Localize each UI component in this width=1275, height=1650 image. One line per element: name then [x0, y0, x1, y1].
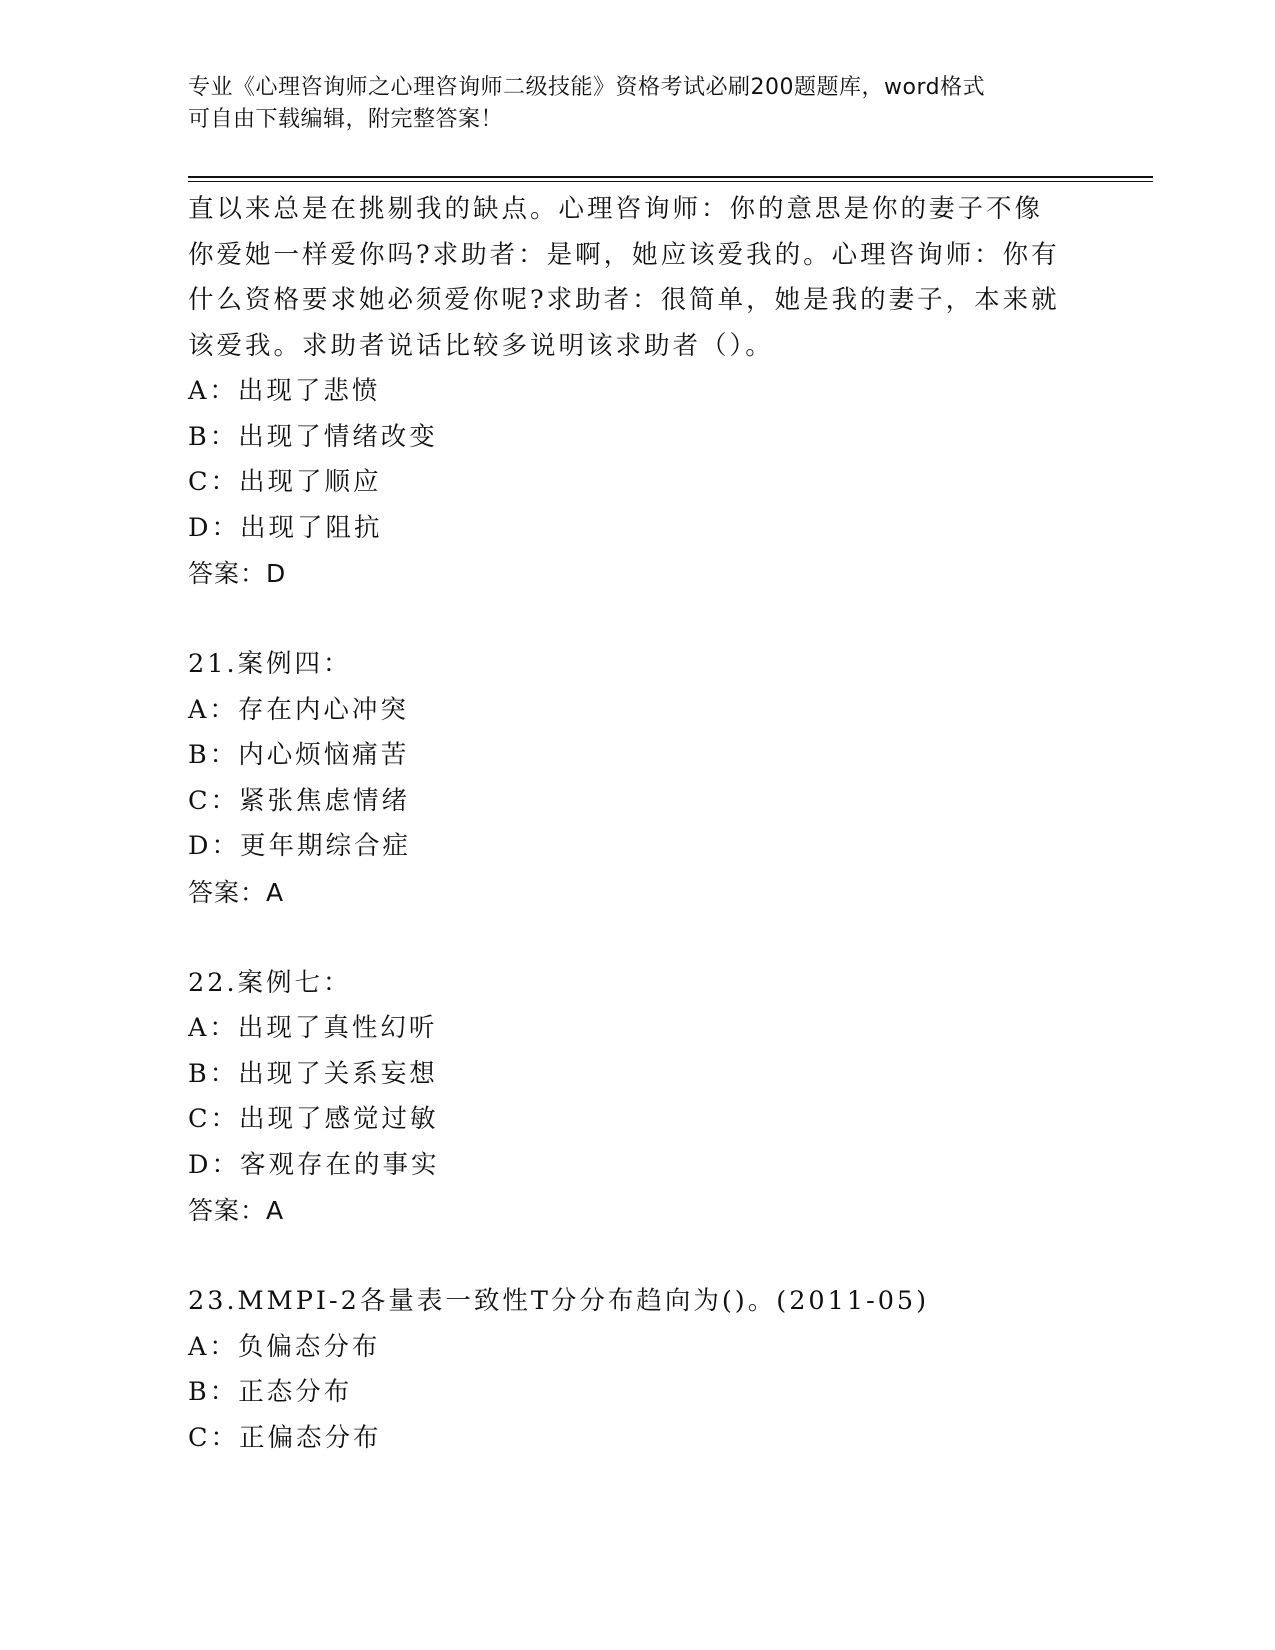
option-b: B：正态分布	[188, 1377, 353, 1407]
option-c: C：出现了感觉过敏	[188, 1104, 439, 1134]
header-line-2: 可自由下载编辑，附完整答案！	[188, 107, 504, 132]
option-d: D：客观存在的事实	[188, 1149, 440, 1180]
header-line-1: 专业《心理咨询师之心理咨询师二级技能》资格考试必刷200题题库，word格式	[188, 75, 986, 100]
spacer	[188, 597, 1088, 643]
question-stem-line: 什么资格要求她必须爱你呢?求助者：很简单，她是我的妻子，本来就	[188, 285, 1060, 315]
question-stem-line: 该爱我。求助者说话比较多说明该求助者（）。	[188, 330, 774, 361]
header-divider	[188, 176, 1153, 178]
header-divider-thin	[188, 181, 1153, 182]
question-21	[188, 642, 1088, 915]
option-b: B：出现了关系妄想	[188, 1058, 438, 1089]
question-stem: 21.案例四：	[188, 649, 352, 679]
spacer	[188, 1234, 1088, 1280]
option-d: D：出现了阻抗	[188, 512, 383, 543]
option-a: A：出现了悲愤	[188, 376, 381, 406]
option-c: C：出现了顺应	[188, 467, 382, 497]
option-d: D：更年期综合症	[188, 831, 411, 861]
question-22	[188, 961, 1088, 1234]
spacer	[188, 915, 1088, 961]
document-header	[188, 72, 1068, 136]
question-23	[188, 1279, 1088, 1461]
option-c: C：正偏态分布	[188, 1422, 382, 1453]
option-a: A：出现了真性幻听	[188, 1013, 438, 1043]
answer: 答案：A	[188, 877, 285, 907]
option-c: C：紧张焦虑情绪	[188, 785, 411, 816]
question-list	[188, 187, 1088, 1461]
question-stem-line: 你爱她一样爱你吗?求助者：是啊，她应该爱我的。心理咨询师：你有	[188, 239, 1060, 270]
question-stem: 22.案例七：	[188, 967, 352, 998]
option-b: B：内心烦恼痛苦	[188, 740, 410, 770]
answer: 答案：A	[188, 1196, 285, 1225]
question-stem: 23.MMPI-2各量表一致性T分分布趋向为()。(2011-05)	[188, 1286, 930, 1316]
option-a: A：负偏态分布	[188, 1331, 381, 1362]
question-stem-line: 直以来总是在挑剔我的缺点。心理咨询师：你的意思是你的妻子不像	[188, 194, 1044, 224]
answer: 答案：D	[188, 559, 287, 588]
option-b: B：出现了情绪改变	[188, 421, 438, 452]
option-a: A：存在内心冲突	[188, 694, 409, 725]
question-continued	[188, 187, 1088, 597]
